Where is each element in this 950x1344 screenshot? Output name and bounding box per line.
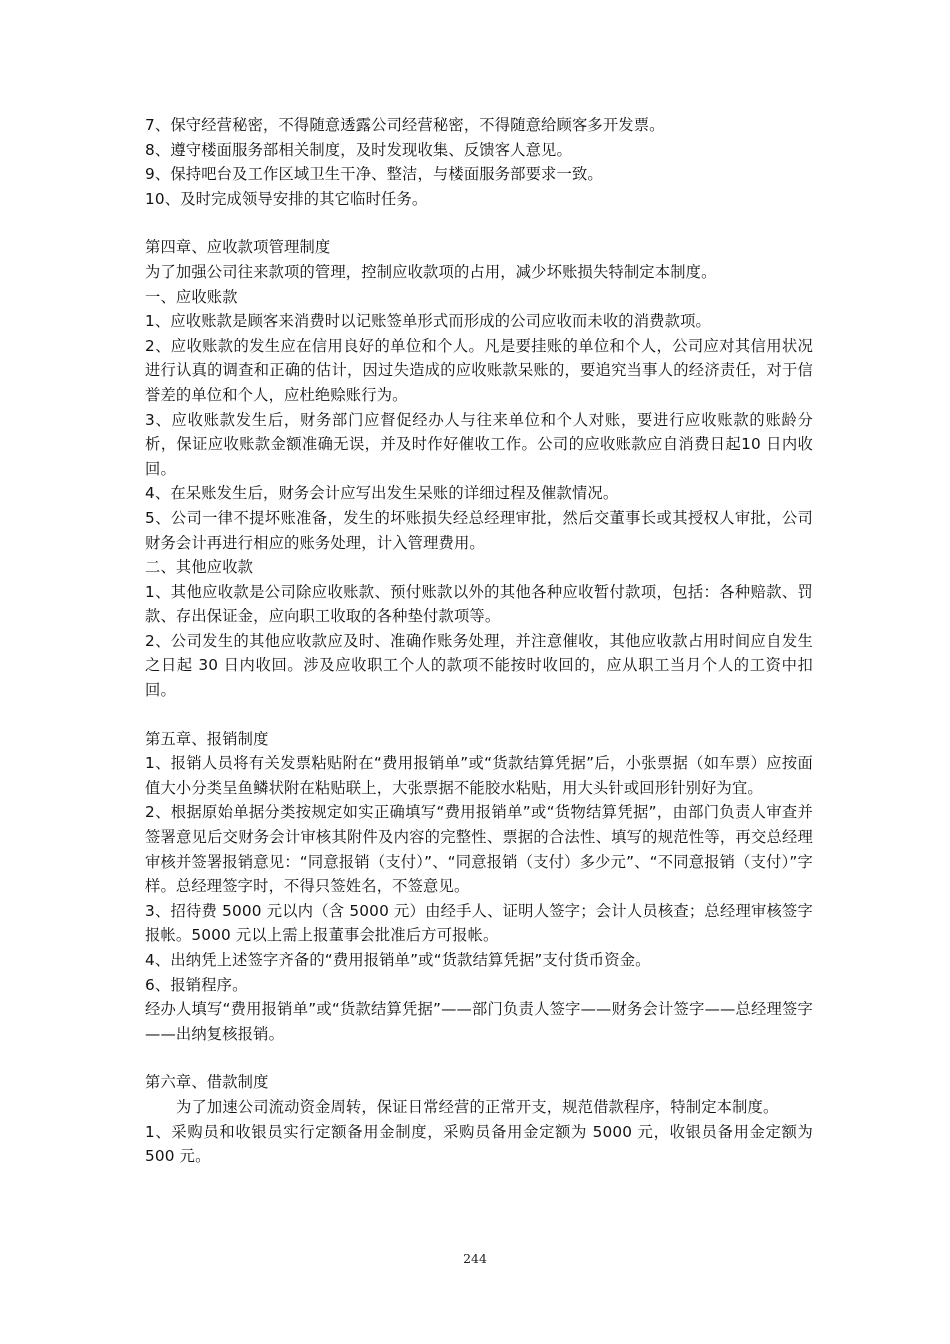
chapter4-part2-item: 1、其他应收款是公司除应收账款、预付账款以外的其他各种应收暂付款项，包括：各种赔款、罚款、存出保证金，应向职工收取的各种垫付款项等。 <box>145 582 813 626</box>
chapter4-part1-item: 1、应收账款是顾客来消费时以记账签单形式而形成的公司应收而未收的消费款项。 <box>145 312 711 331</box>
chapter4-part2-heading: 二、其他应收款 <box>145 558 254 577</box>
chapter4-part1-item: 4、在呆账发生后，财务会计应写出发生呆账的详细过程及催款情况。 <box>145 484 619 503</box>
duty-item-7: 7、保守经营秘密，不得随意透露公司经营秘密，不得随意给顾客多开发票。 <box>145 116 665 134</box>
chapter6-intro: 为了加速公司流动资金周转，保证日常经营的正常开支，规范借款程序，特制定本制度。 <box>176 1097 779 1116</box>
chapter6-title: 第六章、借款制度 <box>145 1073 269 1092</box>
chapter4-part2-item: 2、公司发生的其他应收款应及时、准确作账务处理，并注意催收，其他应收款占用时间应自发生之日起 30 日内收回。涉及应收职工个人的款项不能按时收回的，应从职工当月个人的工资中扣回。 <box>145 631 813 700</box>
duty-item-8: 8、遵守楼面服务部相关制度，及时发现收集、反馈客人意见。 <box>145 140 572 159</box>
document-body <box>145 113 813 1169</box>
page-number: 244 <box>463 1251 487 1266</box>
chapter5-item: 3、招待费 5000 元以内（含 5000 元）由经手人、证明人签字；会计人员核查；总经理审核签字报帐。5000 元以上需上报董事会批准后方可报帐。 <box>145 901 813 945</box>
chapter4-part1-heading: 一、应收账款 <box>145 287 238 306</box>
section-spacer <box>145 1046 813 1070</box>
chapter5-procedure: 经办人填写“费用报销单”或“货款结算凭据”——部门负责人签字——财务会计签字——总经理签字——出纳复核报销。 <box>145 1000 813 1043</box>
duty-item-9: 9、保持吧台及工作区域卫生干净、整洁，与楼面服务部要求一致。 <box>145 165 603 184</box>
chapter5-item: 6、报销程序。 <box>145 975 248 994</box>
chapter4-part1-item: 2、应收账款的发生应在信用良好的单位和个人。凡是要挂账的单位和个人，公司应对其信用状况进行认真的调查和正确的估计，因过失造成的应收账款呆账的，要追究当事人的经济责任，对于信誉差的单位和个人，应杜绝赊账行为。 <box>145 336 813 404</box>
chapter6-item: 1、采购员和收银员实行定额备用金制度，采购员备用金定额为 5000 元，收银员备用金定额为 500 元。 <box>145 1122 813 1166</box>
chapter4-title: 第四章、应收款项管理制度 <box>145 238 331 257</box>
chapter5-item: 4、出纳凭上述签字齐备的“费用报销单”或“货款结算凭据”支付货币资金。 <box>145 951 651 969</box>
chapter4-intro: 为了加强公司往来款项的管理，控制应收款项的占用，减少坏账损失特制定本制度。 <box>145 262 717 281</box>
duty-item-10: 10、及时完成领导安排的其它临时任务。 <box>145 189 428 208</box>
chapter5-title: 第五章、报销制度 <box>145 729 269 748</box>
chapter5-item: 1、报销人员将有关发票粘贴附在“费用报销单”或“货款结算凭据”后，小张票据（如车票）应按面值大小分类呈鱼鳞状附在粘贴联上，大张票据不能胶水粘贴，用大头针或回形针别好为宜。 <box>145 754 813 797</box>
chapter4-part1-item: 5、公司一律不提坏账准备，发生的坏账损失经总经理审批，然后交董事长或其授权人审批，公司财务会计再进行相应的账务处理，计入管理费用。 <box>145 508 813 552</box>
chapter5-item: 2、根据原始单据分类按规定如实正确填写“费用报销单”或“货物结算凭据”，由部门负责人审查并签署意见后交财务会计审核其附件及内容的完整性、票据的合法性、填写的规范性等，再交总经理审核并签署报销意见：“同意报销（支付）”、“同意报销（支付）多少元”、“不同意报销（支付）”字样。总经理签字时，不得只签姓名，不签意见。 <box>145 803 813 896</box>
section-spacer <box>145 703 813 727</box>
chapter4-part1-item: 3、应收账款发生后，财务部门应督促经办人与往来单位和个人对账，要进行应收账款的账龄分析，保证应收账款金额准确无误，并及时作好催收工作。公司的应收账款应自消费日起10 日内收回。 <box>145 410 813 478</box>
section-spacer <box>145 211 813 235</box>
